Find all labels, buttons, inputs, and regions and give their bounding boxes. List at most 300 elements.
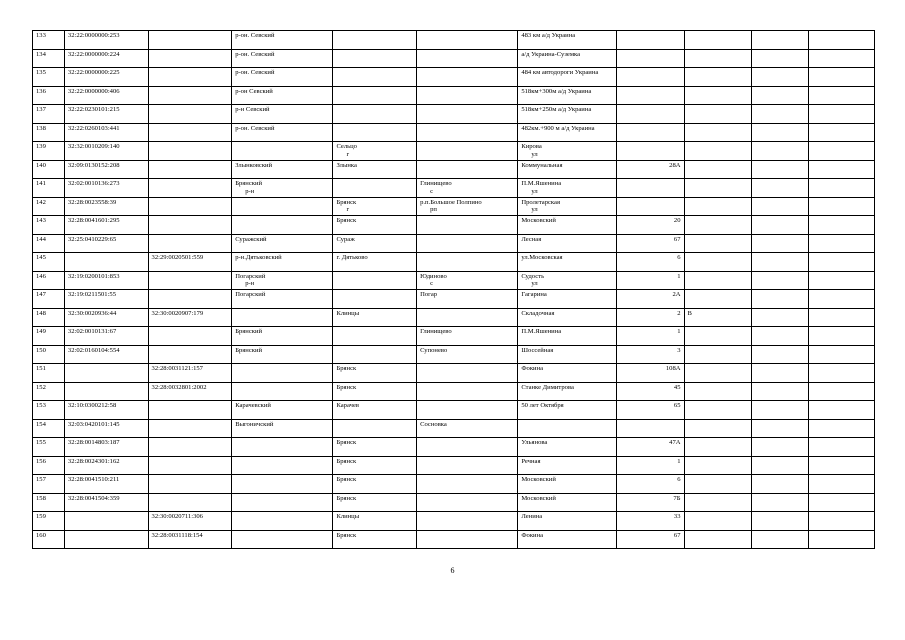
- cell-extra-1: [751, 216, 808, 235]
- cell-letter: [684, 419, 751, 438]
- cell-locality-text: Злынка: [336, 161, 357, 169]
- cell-house: [617, 493, 684, 512]
- cell-row-number-text: 135: [36, 69, 46, 76]
- cell-extra-2: [808, 179, 874, 198]
- register-table: [32, 30, 875, 549]
- cell-locality: [333, 197, 417, 216]
- cell-extra-1: [751, 438, 808, 457]
- cell-district: [232, 382, 333, 401]
- cell-row-number: [33, 68, 65, 87]
- cell-cadastral-number-2: [148, 456, 232, 475]
- cell-letter: [684, 345, 751, 364]
- cell-house-text: 2А: [672, 291, 681, 298]
- cell-cadastral-number-2: [148, 105, 232, 124]
- cell-locality: [333, 382, 417, 401]
- cell-locality: [333, 438, 417, 457]
- cell-locality: [333, 493, 417, 512]
- cell-house-text: 108А: [665, 365, 681, 372]
- cell-extra-1: [751, 382, 808, 401]
- cell-extra-1: [751, 345, 808, 364]
- cell-street: [518, 382, 617, 401]
- cell-street-text: 50 лет Октября: [521, 402, 564, 409]
- cell-street-text: П.М.Яшенина: [521, 328, 562, 335]
- cell-letter: [684, 308, 751, 327]
- cell-street: [518, 216, 617, 235]
- cell-cadastral-number-2-text: 32:29:0020501:559: [151, 254, 204, 261]
- cell-house: [617, 123, 684, 142]
- cell-row-number-text: 149: [36, 328, 46, 335]
- cell-district: [232, 364, 333, 383]
- table-row: [33, 419, 875, 438]
- cell-locality: [333, 86, 417, 105]
- cell-district-text: Погарский: [235, 272, 266, 280]
- cell-extra-1: [751, 142, 808, 161]
- cell-row-number-text: 157: [36, 476, 46, 483]
- cell-extra-2: [808, 216, 874, 235]
- cell-settlement: [417, 86, 518, 105]
- cell-house-text: 6: [677, 476, 681, 483]
- cell-district: [232, 86, 333, 105]
- cell-cadastral-number: [64, 31, 148, 50]
- cell-street-text: Фокина: [521, 365, 544, 372]
- cell-row-number-text: 156: [36, 457, 46, 465]
- cell-district-type: р-н: [245, 280, 255, 288]
- cell-cadastral-number: [64, 160, 148, 179]
- cell-house-text: 1: [677, 328, 681, 335]
- cell-street-text: Станке Димитрова: [521, 383, 574, 391]
- cell-street-text: Коммунальная: [521, 161, 563, 169]
- cell-letter: [684, 31, 751, 50]
- cell-cadastral-number-2: [148, 179, 232, 198]
- table-row: [33, 123, 875, 142]
- cell-street: [518, 438, 617, 457]
- cell-district: [232, 475, 333, 494]
- cell-row-number-text: 137: [36, 106, 46, 113]
- cell-street: [518, 31, 617, 50]
- cell-district: [232, 160, 333, 179]
- cell-extra-2: [808, 345, 874, 364]
- cell-extra-1: [751, 475, 808, 494]
- cell-extra-2: [808, 438, 874, 457]
- cell-row-number: [33, 290, 65, 309]
- cell-row-number-text: 160: [36, 531, 46, 539]
- cell-street-text: Пролетарская: [521, 198, 560, 206]
- cell-row-number: [33, 438, 65, 457]
- cell-house-text: 67: [673, 531, 681, 539]
- cell-settlement: [417, 401, 518, 420]
- cell-cadastral-number: [64, 105, 148, 124]
- cell-street: [518, 512, 617, 531]
- cell-cadastral-number-text: 32:22:0000000:406: [67, 87, 120, 95]
- cell-cadastral-number-text: 32:25:0410229:65: [67, 235, 117, 243]
- cell-cadastral-number: [64, 290, 148, 309]
- cell-locality-text: Брянск: [336, 476, 357, 483]
- cell-row-number: [33, 456, 65, 475]
- cell-cadastral-number-2: [148, 68, 232, 87]
- cell-locality-text: Брянск: [336, 457, 357, 465]
- cell-row-number-text: 152: [36, 383, 46, 391]
- cell-extra-1: [751, 179, 808, 198]
- cell-letter: [684, 364, 751, 383]
- cell-street-text: Судость: [521, 272, 545, 280]
- cell-settlement: [417, 530, 518, 549]
- cell-cadastral-number-2: [148, 419, 232, 438]
- cell-cadastral-number-2: [148, 364, 232, 383]
- cell-extra-2: [808, 456, 874, 475]
- cell-row-number: [33, 234, 65, 253]
- cell-house-text: 1: [677, 272, 681, 280]
- cell-street: [518, 105, 617, 124]
- cell-row-number: [33, 382, 65, 401]
- cell-settlement-type: с: [430, 280, 434, 288]
- cell-extra-1: [751, 419, 808, 438]
- cell-letter: [684, 179, 751, 198]
- cell-cadastral-number-text: 32:22:0260103:441: [67, 124, 120, 132]
- cell-house: [617, 382, 684, 401]
- cell-locality: [333, 456, 417, 475]
- cell-house-text: 28А: [669, 161, 681, 169]
- cell-district: [232, 308, 333, 327]
- cell-locality-text: Клинцы: [336, 513, 360, 520]
- cell-letter: [684, 105, 751, 124]
- cell-cadastral-number: [64, 364, 148, 383]
- cell-settlement: [417, 456, 518, 475]
- cell-extra-2: [808, 197, 874, 216]
- cell-cadastral-number: [64, 475, 148, 494]
- cell-row-number: [33, 327, 65, 346]
- cell-house: [617, 86, 684, 105]
- cell-extra-2: [808, 327, 874, 346]
- cell-letter: [684, 234, 751, 253]
- cell-cadastral-number-2: [148, 49, 232, 68]
- cell-extra-2: [808, 123, 874, 142]
- cell-street-text: 518км+300м а/д Украина: [521, 87, 592, 95]
- cell-extra-2: [808, 530, 874, 549]
- cell-cadastral-number-text: 32:19:0200101:853: [67, 272, 120, 280]
- cell-locality-text: Брянск: [336, 531, 357, 539]
- cell-district: [232, 456, 333, 475]
- cell-extra-2: [808, 234, 874, 253]
- cell-street: [518, 308, 617, 327]
- cell-letter: [684, 493, 751, 512]
- table-row: [33, 456, 875, 475]
- cell-extra-2: [808, 290, 874, 309]
- cell-locality: [333, 475, 417, 494]
- cell-street: [518, 327, 617, 346]
- cell-extra-2: [808, 364, 874, 383]
- cell-settlement: [417, 234, 518, 253]
- cell-street-text: ул.Московская: [521, 254, 563, 261]
- cell-settlement: [417, 308, 518, 327]
- cell-cadastral-number-2: [148, 438, 232, 457]
- cell-street: [518, 179, 617, 198]
- cell-row-number: [33, 86, 65, 105]
- cell-house-text: 2: [677, 309, 681, 317]
- cell-street: [518, 68, 617, 87]
- table-row: [33, 327, 875, 346]
- cell-cadastral-number: [64, 179, 148, 198]
- cell-cadastral-number-text: 32:28:0041504:359: [67, 494, 120, 502]
- cell-locality: [333, 68, 417, 87]
- cell-cadastral-number-2: [148, 345, 232, 364]
- cell-settlement-text: Сосновка: [420, 420, 447, 428]
- cell-district-text: р-он. Севский: [235, 32, 275, 39]
- cell-row-number: [33, 142, 65, 161]
- cell-cadastral-number: [64, 419, 148, 438]
- cell-house: [617, 364, 684, 383]
- cell-district: [232, 49, 333, 68]
- cell-locality: [333, 31, 417, 50]
- cell-extra-1: [751, 105, 808, 124]
- cell-locality-text: Брянск: [336, 198, 357, 206]
- cell-cadastral-number-text: 32:02:0010131:67: [67, 328, 117, 335]
- cell-extra-2: [808, 419, 874, 438]
- cell-cadastral-number: [64, 197, 148, 216]
- cell-letter: [684, 382, 751, 401]
- cell-row-number: [33, 530, 65, 549]
- cell-district-text: Брянский: [235, 346, 263, 354]
- cell-street: [518, 160, 617, 179]
- cell-locality-text: г. Дятьково: [336, 254, 368, 261]
- table-row: [33, 86, 875, 105]
- cell-row-number-text: 143: [36, 217, 46, 224]
- table-row: [33, 345, 875, 364]
- cell-row-number-text: 133: [36, 32, 46, 39]
- cell-locality: [333, 364, 417, 383]
- cell-extra-1: [751, 253, 808, 272]
- cell-cadastral-number: [64, 216, 148, 235]
- cell-street-text: Складочная: [521, 309, 555, 317]
- table-row: [33, 530, 875, 549]
- cell-letter: [684, 86, 751, 105]
- cell-cadastral-number: [64, 123, 148, 142]
- cell-extra-1: [751, 123, 808, 142]
- cell-street-text: Лесная: [521, 235, 542, 243]
- cell-cadastral-number: [64, 493, 148, 512]
- cell-district-text: р-он. Севский: [235, 124, 275, 132]
- cell-house: [617, 512, 684, 531]
- table-row: [33, 234, 875, 253]
- cell-locality: [333, 345, 417, 364]
- table-row: [33, 308, 875, 327]
- cell-house-text: 65: [673, 402, 681, 409]
- cell-extra-2: [808, 493, 874, 512]
- cell-cadastral-number-2: [148, 234, 232, 253]
- cell-cadastral-number-text: 32:22:0000000:225: [67, 69, 120, 76]
- cell-cadastral-number-2: [148, 86, 232, 105]
- cell-row-number: [33, 308, 65, 327]
- cell-house-text: 45: [673, 383, 681, 391]
- cell-house: [617, 160, 684, 179]
- cell-house: [617, 142, 684, 161]
- cell-house: [617, 290, 684, 309]
- cell-extra-2: [808, 512, 874, 531]
- cell-letter: [684, 253, 751, 272]
- cell-cadastral-number: [64, 234, 148, 253]
- cell-cadastral-number-text: 32:22:0000000:224: [67, 50, 120, 58]
- cell-row-number-text: 159: [36, 513, 46, 520]
- cell-cadastral-number-2-text: 32:28:0032801:2002: [151, 383, 207, 391]
- cell-district-text: Брянский: [235, 180, 263, 187]
- cell-row-number: [33, 493, 65, 512]
- cell-settlement: [417, 216, 518, 235]
- cell-settlement: [417, 364, 518, 383]
- cell-locality-type: г: [346, 150, 350, 158]
- cell-cadastral-number: [64, 271, 148, 290]
- cell-street: [518, 493, 617, 512]
- table-row: [33, 49, 875, 68]
- cell-row-number: [33, 419, 65, 438]
- cell-letter: [684, 475, 751, 494]
- cell-locality: [333, 142, 417, 161]
- cell-house: [617, 253, 684, 272]
- cell-settlement: [417, 345, 518, 364]
- cell-street: [518, 530, 617, 549]
- cell-cadastral-number-2: [148, 512, 232, 531]
- cell-settlement-text: Глинищево: [420, 180, 452, 187]
- cell-street: [518, 234, 617, 253]
- cell-locality: [333, 216, 417, 235]
- cell-house-text: 67: [673, 235, 681, 243]
- cell-row-number-text: 153: [36, 402, 46, 409]
- table-row: [33, 475, 875, 494]
- cell-letter: [684, 142, 751, 161]
- cell-settlement: [417, 290, 518, 309]
- cell-cadastral-number: [64, 530, 148, 549]
- cell-locality: [333, 512, 417, 531]
- cell-district-text: Выгоничский: [235, 420, 274, 428]
- cell-cadastral-number-2: [148, 327, 232, 346]
- cell-district: [232, 345, 333, 364]
- cell-settlement-text: Погар: [420, 291, 438, 298]
- cell-row-number-text: 158: [36, 494, 46, 502]
- cell-locality: [333, 105, 417, 124]
- cell-cadastral-number: [64, 401, 148, 420]
- cell-street-text: Шоссейная: [521, 346, 554, 354]
- cell-row-number-text: 154: [36, 420, 46, 428]
- cell-letter: [684, 271, 751, 290]
- cell-cadastral-number-text: 32:02:0010136:273: [67, 180, 120, 187]
- cell-street: [518, 419, 617, 438]
- cell-house: [617, 105, 684, 124]
- cell-district-type: р-н: [245, 187, 255, 195]
- cell-house: [617, 475, 684, 494]
- cell-settlement: [417, 475, 518, 494]
- cell-cadastral-number: [64, 253, 148, 272]
- cell-row-number: [33, 345, 65, 364]
- cell-cadastral-number-text: 32:28:0024301:162: [67, 457, 120, 465]
- cell-letter: [684, 123, 751, 142]
- cell-settlement: [417, 31, 518, 50]
- cell-street-text: Ленина: [521, 513, 543, 520]
- cell-house-text: 3: [677, 346, 681, 354]
- cell-cadastral-number-2: [148, 160, 232, 179]
- cell-house: [617, 345, 684, 364]
- cell-cadastral-number-2-text: 32:28:0031121:157: [151, 365, 203, 372]
- cell-locality-text: Карачев: [336, 402, 359, 409]
- cell-extra-1: [751, 31, 808, 50]
- table-row: [33, 271, 875, 290]
- cell-settlement-type: с: [430, 187, 434, 195]
- cell-house: [617, 401, 684, 420]
- cell-settlement: [417, 327, 518, 346]
- table-row: [33, 438, 875, 457]
- cell-row-number: [33, 364, 65, 383]
- cell-cadastral-number-2-text: 32:30:0020907:179: [151, 309, 204, 317]
- cell-settlement: [417, 512, 518, 531]
- cell-cadastral-number-2: [148, 382, 232, 401]
- cell-cadastral-number-text: 32:19:0211501:55: [67, 291, 117, 298]
- cell-letter: [684, 401, 751, 420]
- table-row: [33, 382, 875, 401]
- table-row: [33, 197, 875, 216]
- cell-settlement: [417, 382, 518, 401]
- cell-locality-text: Сельцо: [336, 143, 357, 150]
- cell-house-text: 33: [673, 513, 681, 520]
- cell-row-number: [33, 123, 65, 142]
- table-row: [33, 31, 875, 50]
- cell-district-text: Погарский: [235, 291, 266, 298]
- cell-house: [617, 179, 684, 198]
- cell-locality: [333, 327, 417, 346]
- cell-cadastral-number: [64, 68, 148, 87]
- cell-district-text: р-он Севский: [235, 87, 273, 95]
- cell-street-text: Речная: [521, 457, 541, 465]
- cell-house: [617, 216, 684, 235]
- cell-cadastral-number-2: [148, 123, 232, 142]
- cell-cadastral-number-text: 32:30:0020936:44: [67, 309, 117, 317]
- cell-locality-text: Брянск: [336, 217, 357, 224]
- cell-extra-2: [808, 401, 874, 420]
- cell-district: [232, 216, 333, 235]
- cell-locality-type: г: [346, 206, 350, 214]
- cell-district: [232, 179, 333, 198]
- cell-extra-1: [751, 86, 808, 105]
- cell-settlement: [417, 493, 518, 512]
- cell-row-number-text: 148: [36, 309, 46, 317]
- table-row: [33, 160, 875, 179]
- cell-row-number-text: 147: [36, 291, 46, 298]
- cell-extra-1: [751, 160, 808, 179]
- cell-extra-2: [808, 86, 874, 105]
- cell-cadastral-number-text: 32:28:0041510:211: [67, 476, 120, 483]
- cell-district: [232, 105, 333, 124]
- cell-street: [518, 123, 617, 142]
- cell-street-text: 484 км автодороги Украина: [521, 69, 599, 76]
- cell-house: [617, 49, 684, 68]
- cell-settlement-text: Супонево: [420, 346, 448, 354]
- cell-street-text: Фокина: [521, 531, 544, 539]
- cell-extra-1: [751, 456, 808, 475]
- cell-district-text: Суражский: [235, 235, 267, 243]
- cell-district: [232, 142, 333, 161]
- cell-cadastral-number: [64, 49, 148, 68]
- cell-row-number: [33, 512, 65, 531]
- cell-house: [617, 530, 684, 549]
- cell-street: [518, 142, 617, 161]
- cell-settlement: [417, 160, 518, 179]
- table-row: [33, 512, 875, 531]
- cell-letter: [684, 290, 751, 309]
- table-row: [33, 253, 875, 272]
- cell-settlement: [417, 253, 518, 272]
- cell-locality: [333, 253, 417, 272]
- cell-extra-1: [751, 364, 808, 383]
- cell-cadastral-number: [64, 345, 148, 364]
- cell-row-number-text: 136: [36, 87, 46, 95]
- cell-extra-1: [751, 530, 808, 549]
- cell-cadastral-number-text: 32:28:0023558:39: [67, 198, 117, 206]
